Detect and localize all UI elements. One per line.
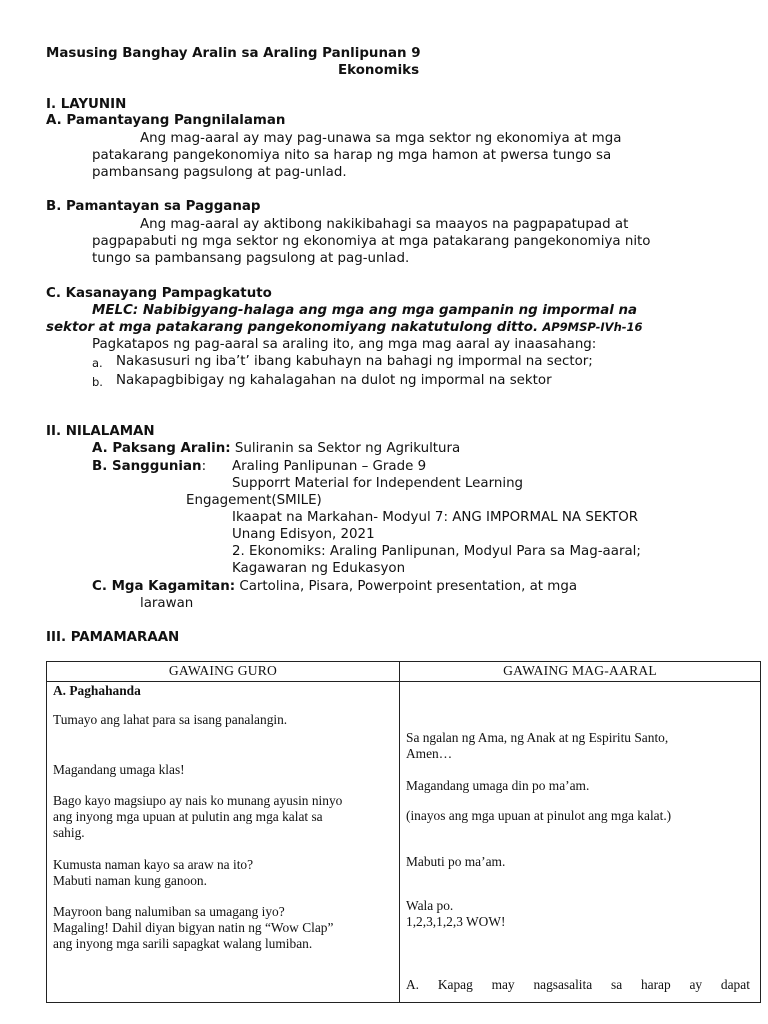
sanggunian-line: Unang Edisyon, 2021 [232,527,375,542]
list-marker: b. [92,375,103,389]
guro-line: ang inyong mga upuan at pulutin ang mga kalat sa [53,809,323,824]
paragraph-line: pagpapabuti ng mga sektor ng ekonomiya at mga patakarang pangekonomiya nito [92,234,651,249]
word: ay [689,977,703,992]
guro-line: sahig. [53,825,85,840]
guro-line: Magaling! Dahil diyan bigyan natin ng “Wow Clap” [53,920,334,935]
kagamitan-label: C. Mga Kagamitan: [92,579,236,594]
sanggunian-line: Ikaapat na Markahan- Modyul 7: ANG IMPORMAL NA SEKTOR [232,510,639,525]
guro-line: Bago kayo magsiupo ay nais ko munang ayusin ninyo [53,793,343,808]
mag-aaral-line: Wala po. [406,898,454,913]
sanggunian-label: B. Sanggunian [92,459,202,474]
mag-aaral-line: 1,2,3,1,2,3 WOW! [406,914,506,929]
kagamitan [92,578,577,595]
guro-line: Kumusta naman kayo sa araw na ito? [53,857,254,872]
guro-line: Mabuti naman kung ganoon. [53,873,207,888]
paksang-aralin-value: Suliranin sa Sektor ng Agrikultura [234,441,461,456]
subheading-kasanayang-pampagkatuto: C. Kasanayang Pampagkatuto [46,286,272,301]
paragraph-line: tungo sa pambansang pagsulong at pag-unlad. [92,251,410,266]
word: A. [406,977,420,992]
mag-aaral-line: (inayos ang mga upuan at pinulot ang mga kalat.) [406,808,672,823]
word: may [491,977,515,992]
sanggunian-line: Supporrt Material for Independent Learning [232,476,524,491]
mag-aaral-cell [400,682,761,1003]
column-header-guro: GAWAING GURO [47,662,400,682]
paksang-aralin [92,440,460,457]
mag-aaral-line: Sa ngalan ng Ama, ng Anak at ng Espiritu Santo, [406,730,669,745]
table-header-row [47,662,761,682]
sanggunian-line: Kagawaran ng Edukasyon [232,561,406,576]
paragraph-line: Ang mag-aaral ay may pag-unawa sa mga sektor ng ekonomiya at mga [140,131,622,146]
word: sa [610,977,623,992]
guro-line: Magandang umaga klas! [53,762,185,777]
mag-aaral-line: Mabuti po ma’am. [406,854,506,869]
paragraph-line: patakarang pangekonomiya nito sa harap ng mga hamon at pwersa tungo sa [92,148,612,163]
kagamitan-value: Cartolina, Pisara, Powerpoint presentation, at mga [239,579,578,594]
sanggunian-colon: : [201,459,207,474]
melc-code: AP9MSP-IVh-16 [542,320,643,334]
list-item: Nakasusuri ng iba’t’ ibang kabuhayn na bahagi ng impormal na sector; [116,354,593,369]
mag-aaral-line: Amen… [406,746,453,761]
subheading-pamantayang-pangnilalaman: A. Pamantayang Pangnilalaman [46,113,286,128]
section-heading-pamamaraan: III. PAMAMARAAN [46,630,180,645]
guro-line: Mayroon bang nalumiban sa umagang iyo? [53,904,285,919]
melc-text: sektor at mga patakarang pangekonomiyang nakatutulong ditto. [46,320,539,335]
document-title: Masusing Banghay Aralin sa Araling Panlipunan 9 [46,46,421,61]
word: nagsasalita [533,977,593,992]
guro-line: ang inyong mga sarili sapagkat walang lumiban. [53,936,313,951]
list-marker: a. [92,356,103,370]
guro-line: Tumayo ang lahat para sa isang panalangin. [53,712,288,727]
guro-cell [47,682,400,1003]
section-heading-nilalaman: II. NILALAMAN [46,424,155,439]
word: harap [640,977,671,992]
melc-line-2 [46,319,643,336]
procedure-table [46,661,761,1003]
sanggunian-line: 2. Ekonomiks: Araling Panlipunan, Modyul Para sa Mag-aaral; [232,544,641,559]
paksang-aralin-label: A. Paksang Aralin: [92,441,231,456]
table-row [47,682,761,1003]
list-item: Nakapagbibigay ng kahalagahan na dulot ng impormal na sektor [116,373,552,388]
paragraph-line: Ang mag-aaral ay aktibong nakikibahagi sa maayos na pagpapatupad at [140,217,629,232]
kagamitan-value-cont: larawan [140,596,194,611]
sanggunian-label-row [92,458,206,475]
subheading-pamantayan-sa-pagganap: B. Pamantayan sa Pagganap [46,199,261,214]
word: dapat [720,977,750,992]
word: Kapag [437,977,473,992]
table-section-label: A. Paghahanda [53,683,141,698]
sanggunian-line: Araling Panlipunan – Grade 9 [232,459,427,474]
section-heading-layunin: I. LAYUNIN [46,97,127,112]
mag-aaral-justified-line [406,977,750,993]
paragraph-line: pambansang pagsulong at pag-unlad. [92,165,347,180]
column-header-mag-aaral: GAWAING MAG-AARAL [400,662,761,682]
mag-aaral-line: Magandang umaga din po ma’am. [406,778,590,793]
sanggunian-line: Engagement(SMILE) [186,493,322,508]
document-subtitle: Ekonomiks [338,63,420,78]
objectives-intro: Pagkatapos ng pag-aaral sa araling ito, ang mga mag aaral ay inaasahang: [92,337,597,352]
melc-line: MELC: Nabibigyang-halaga ang mga ang mga gampanin ng impormal na [92,303,638,318]
